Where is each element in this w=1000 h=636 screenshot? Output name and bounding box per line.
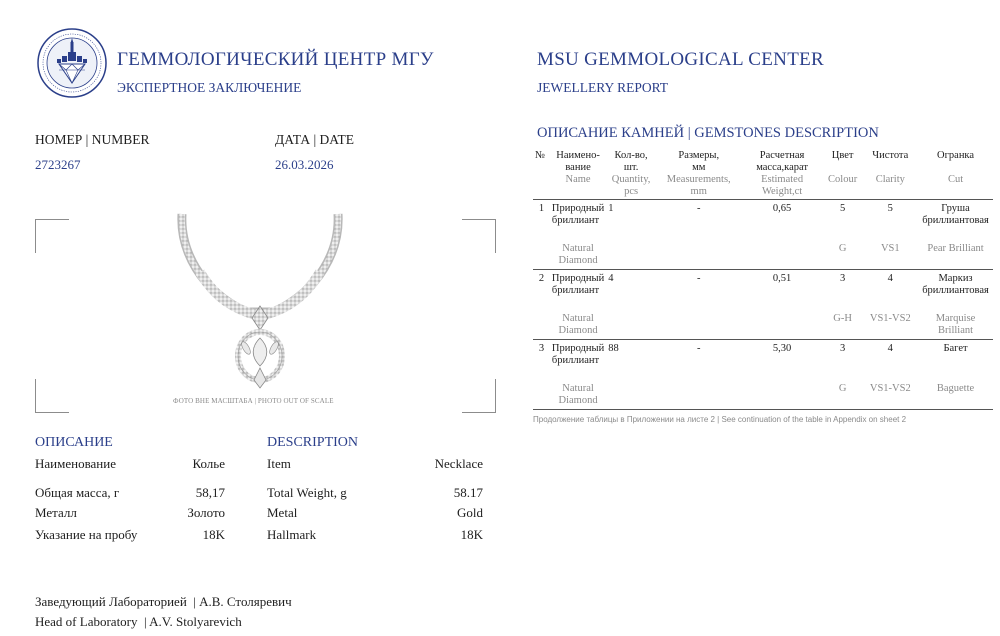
- stone-quantity: 88: [608, 343, 619, 355]
- stone-name-en: Natural Diamond: [558, 312, 598, 336]
- col-header: Measurements, mm: [666, 174, 731, 198]
- stone-cut-ru: Багет: [943, 343, 968, 355]
- table-row-en: [533, 313, 993, 340]
- stone-name-ru: Природный бриллиант: [551, 343, 605, 367]
- msu-logo-seal: [37, 28, 107, 98]
- stone-quantity: 1: [608, 203, 614, 215]
- desc-label-en: Metal: [267, 505, 298, 520]
- table-header-en: [533, 174, 993, 200]
- stone-quantity: 4: [608, 273, 614, 285]
- title-ru: ГЕММОЛОГИЧЕСКИЙ ЦЕНТР МГУ: [117, 49, 434, 70]
- desc-label-ru: Указание на пробу: [35, 527, 138, 542]
- head-of-lab-ru: Заведующий Лабораторией | А.В. Столяревич: [35, 594, 292, 609]
- stone-clarity-en: VS1: [880, 242, 900, 254]
- frame-corner: [462, 379, 496, 413]
- necklace-photo: [160, 210, 360, 392]
- stone-name-ru: Природный бриллиант: [551, 273, 605, 297]
- stone-clarity-en: VS1-VS2: [869, 382, 911, 394]
- col-header: Цвет: [831, 150, 854, 161]
- stone-colour-ru: 3: [839, 343, 846, 355]
- stone-name-en: Natural Diamond: [558, 242, 598, 266]
- desc-value-en: Necklace: [434, 456, 483, 471]
- stone-cut-ru: Маркиз бриллиантовая: [922, 273, 989, 297]
- col-header: Estimated Weight,ct: [761, 174, 804, 198]
- stone-size: -: [696, 203, 701, 215]
- desc-value-ru: 18K: [202, 527, 225, 542]
- stone-weight: 0,51: [772, 273, 792, 285]
- gemstones-heading: ОПИСАНИЕ КАМНЕЙ | GEMSTONES DESCRIPTION: [537, 125, 879, 141]
- desc-value-en: 18K: [460, 527, 483, 542]
- stone-cut-ru: Груша бриллиантовая: [922, 203, 989, 227]
- col-header: Colour: [828, 174, 858, 186]
- number-label: НОМЕР | NUMBER: [35, 132, 150, 147]
- col-header: Quantity, pcs: [611, 174, 651, 198]
- gemstones-table: [533, 150, 993, 410]
- stone-weight: 0,65: [772, 203, 792, 215]
- desc-value-ru: Золото: [187, 505, 225, 520]
- stone-colour-ru: 5: [839, 203, 846, 215]
- desc-label-ru: Общая масса, г: [35, 485, 120, 500]
- stone-cut-en: Baguette: [936, 382, 975, 394]
- col-header: Огранка: [937, 150, 975, 161]
- table-row: [533, 270, 993, 313]
- table-row: [533, 340, 993, 383]
- col-header: Чистота: [872, 150, 909, 161]
- table-row-en: [533, 383, 993, 410]
- continuation-note: Продолжение таблицы в Приложении на листе 2 | See continuation of the table in Appendix on sheet 2: [533, 415, 907, 424]
- title-en: MSU GEMMOLOGICAL CENTER: [537, 49, 824, 70]
- col-header: [533, 174, 550, 200]
- desc-label-en: Item: [267, 456, 291, 471]
- row-number: 1: [538, 203, 545, 215]
- desc-label-ru: Наименование: [35, 456, 116, 471]
- frame-corner: [462, 219, 496, 253]
- col-header: Name: [565, 174, 591, 186]
- frame-corner: [35, 379, 69, 413]
- col-header: Расчетная масса,карат: [756, 150, 808, 174]
- head-of-lab-en: Head of Laboratory | A.V. Stolyarevich: [35, 614, 242, 629]
- row-number: 3: [538, 343, 545, 355]
- stone-clarity-ru: 5: [887, 203, 893, 215]
- desc-label-en: Hallmark: [267, 527, 317, 542]
- stone-cut-en: Pear Brilliant: [927, 242, 984, 254]
- table-row-en: [533, 243, 993, 270]
- table-header-ru: [533, 150, 993, 174]
- col-header: Кол-во, шт.: [614, 150, 648, 174]
- desc-label-ru: Металл: [35, 505, 77, 520]
- stone-name-ru: Природный бриллиант: [551, 203, 605, 227]
- subtitle-en: JEWELLERY REPORT: [537, 80, 669, 95]
- stone-clarity-ru: 4: [887, 343, 893, 355]
- stone-cut-en: Marquise Brilliant: [935, 312, 976, 336]
- col-header: Размеры, мм: [678, 150, 720, 174]
- col-header: Наимено- вание: [556, 150, 600, 174]
- col-header: Cut: [947, 174, 964, 186]
- col-header: №: [535, 150, 546, 161]
- col-header: Clarity: [875, 174, 905, 186]
- stone-clarity-ru: 4: [887, 273, 893, 285]
- description-heading-ru: ОПИСАНИЕ: [35, 435, 113, 450]
- report-date: 26.03.2026: [275, 157, 334, 172]
- stone-weight: 5,30: [772, 343, 792, 355]
- stone-colour-en: G-H: [833, 312, 852, 324]
- desc-value-ru: Колье: [192, 456, 225, 471]
- stone-clarity-en: VS1-VS2: [869, 312, 911, 324]
- date-label: ДАТА | DATE: [275, 132, 355, 147]
- row-number: 2: [538, 273, 545, 285]
- frame-corner: [35, 219, 69, 253]
- desc-value-en: 58.17: [453, 485, 483, 500]
- description-heading-en: DESCRIPTION: [267, 435, 359, 450]
- stone-size: -: [696, 273, 701, 285]
- stone-size: -: [696, 343, 701, 355]
- table-row: [533, 200, 993, 243]
- stone-colour-en: G: [838, 242, 847, 254]
- desc-value-ru: 58,17: [195, 485, 225, 500]
- subtitle-ru: ЭКСПЕРТНОЕ ЗАКЛЮЧЕНИЕ: [117, 80, 302, 95]
- photo-scale-note: ФОТО ВНЕ МАСШТАБА | PHOTO OUT OF SCALE: [173, 397, 334, 405]
- stone-colour-ru: 3: [839, 273, 846, 285]
- desc-label-en: Total Weight, g: [267, 485, 347, 500]
- stone-name-en: Natural Diamond: [558, 382, 598, 406]
- report-number: 2723267: [35, 157, 81, 172]
- stone-colour-en: G: [838, 382, 847, 394]
- desc-value-en: Gold: [457, 505, 483, 520]
